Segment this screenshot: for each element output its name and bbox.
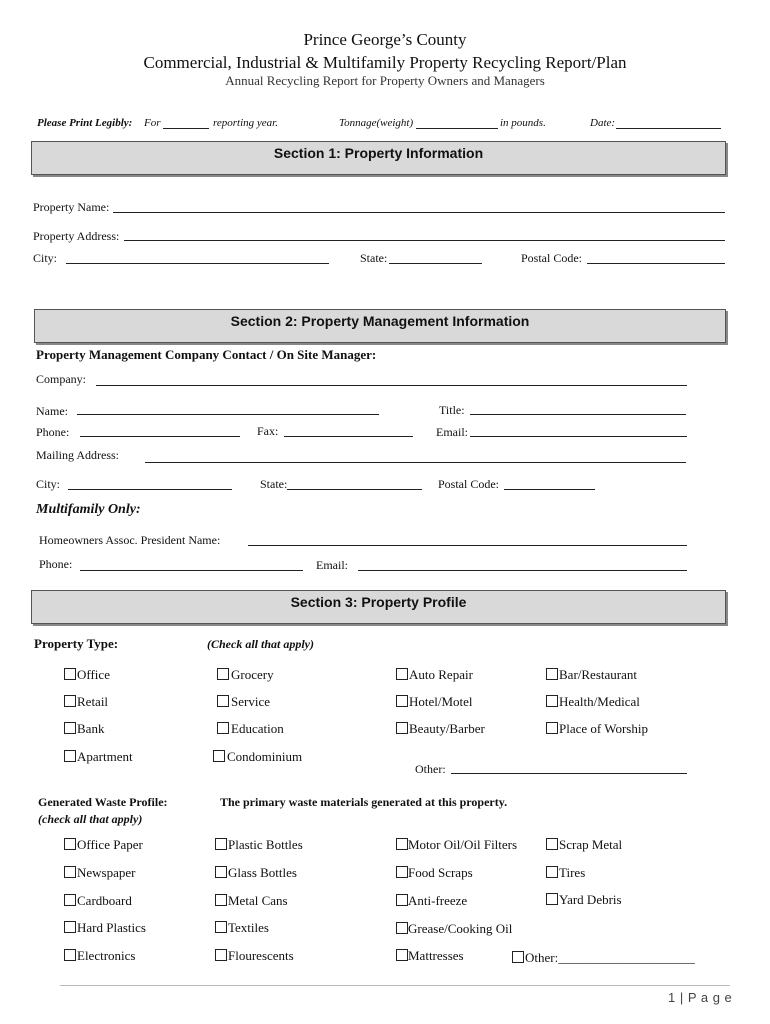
section3-header (31, 590, 726, 624)
company-field[interactable] (96, 385, 687, 386)
checkbox-yard-debris[interactable] (546, 893, 558, 905)
checkbox-waste-other[interactable] (512, 951, 524, 963)
mf-phone-field[interactable] (80, 570, 303, 571)
checkbox-education[interactable] (217, 722, 229, 734)
type-apartment-label: Apartment (77, 749, 133, 764)
other-type-label: Other: (415, 762, 446, 776)
mailing-address-label: Mailing Address: (36, 448, 119, 462)
waste-other-label: Other:_____________________ (525, 950, 695, 965)
type-bar-restaurant-label: Bar/Restaurant (559, 667, 637, 682)
checkbox-grocery[interactable] (217, 668, 229, 680)
checkbox-auto-repair[interactable] (396, 668, 408, 680)
multifamily-heading: Multifamily Only: (36, 502, 141, 517)
state-label: State: (360, 251, 388, 265)
email-label: Email: (436, 425, 468, 439)
type-education-label: Education (231, 721, 284, 736)
check-all-label: (Check all that apply) (207, 637, 314, 651)
city-field[interactable] (66, 263, 329, 264)
property-name-field[interactable] (113, 212, 725, 213)
phone-label: Phone: (36, 425, 70, 439)
checkbox-condominium[interactable] (213, 750, 225, 762)
section2-header (34, 309, 726, 343)
checkbox-apartment[interactable] (64, 750, 76, 762)
mailing-address-field[interactable] (145, 462, 686, 463)
postal-code-label: Postal Code: (521, 251, 583, 265)
waste-scrap-metal-label: Scrap Metal (559, 837, 623, 852)
page-subtitle: Annual Recycling Report for Property Owners and Managers (225, 73, 545, 88)
date-label: Date: (590, 117, 616, 129)
postal-code-field[interactable] (587, 263, 725, 264)
waste-hard-plastics-label: Hard Plastics (77, 920, 146, 935)
waste-description: The primary waste materials generated at this property. (220, 795, 508, 809)
type-condominium-label: Condominium (227, 749, 303, 764)
fax-label: Fax: (257, 424, 279, 438)
mf-email-field[interactable] (358, 570, 687, 571)
type-health-medical-label: Health/Medical (559, 694, 640, 709)
checkbox-service[interactable] (217, 695, 229, 707)
waste-plastic-bottles-label: Plastic Bottles (228, 837, 303, 852)
waste-grease-label: Grease/Cooking Oil (408, 921, 513, 936)
checkbox-metal-cans[interactable] (215, 894, 227, 906)
checkbox-textiles[interactable] (215, 921, 227, 933)
mgmt-postal-label: Postal Code: (438, 477, 500, 491)
waste-electronics-label: Electronics (77, 948, 136, 963)
title-label: Title: (439, 403, 465, 417)
checkbox-hard-plastics[interactable] (64, 921, 76, 933)
checkbox-office[interactable] (64, 668, 76, 680)
checkbox-scrap-metal[interactable] (546, 838, 558, 850)
contact-heading: Property Management Company Contact / On Site Manager: (36, 347, 377, 362)
mf-email-label: Email: (316, 558, 348, 572)
checkbox-anti-freeze[interactable] (396, 894, 408, 906)
checkbox-newspaper[interactable] (64, 866, 76, 878)
checkbox-mattresses[interactable] (396, 949, 408, 961)
name-field[interactable] (77, 414, 379, 415)
waste-newspaper-label: Newspaper (77, 865, 136, 880)
waste-glass-bottles-label: Glass Bottles (228, 865, 297, 880)
date-field[interactable] (616, 128, 721, 129)
tonnage-field[interactable] (416, 128, 498, 129)
page-title-county: Prince George’s County (303, 30, 467, 49)
mgmt-city-label: City: (36, 477, 61, 491)
property-name-label: Property Name: (33, 200, 110, 214)
state-field[interactable] (389, 263, 482, 264)
type-retail-label: Retail (77, 694, 109, 709)
checkbox-electronics[interactable] (64, 949, 76, 961)
type-place-of-worship-label: Place of Worship (559, 721, 648, 736)
waste-mattresses-label: Mattresses (408, 948, 464, 963)
checkbox-retail[interactable] (64, 695, 76, 707)
property-address-field[interactable] (124, 240, 725, 241)
property-address-label: Property Address: (33, 229, 120, 243)
in-pounds-label: in pounds. (500, 117, 546, 129)
hoa-president-label: Homeowners Assoc. President Name: (39, 533, 221, 547)
checkbox-cardboard[interactable] (64, 894, 76, 906)
mgmt-city-field[interactable] (68, 489, 232, 490)
email-field[interactable] (470, 436, 687, 437)
page-number: 1 | P a g e (668, 990, 733, 1005)
for-label: For (144, 117, 161, 129)
checkbox-plastic-bottles[interactable] (215, 838, 227, 850)
waste-textiles-label: Textiles (228, 920, 269, 935)
type-office-label: Office (77, 667, 110, 682)
waste-yard-debris-label: Yard Debris (559, 892, 622, 907)
reporting-year-label: reporting year. (213, 117, 278, 129)
waste-motor-oil-label: Motor Oil/Oil Filters (408, 837, 518, 852)
fax-field[interactable] (284, 436, 413, 437)
type-auto-repair-label: Auto Repair (409, 667, 473, 682)
reporting-year-field[interactable] (163, 128, 209, 129)
phone-field[interactable] (80, 436, 240, 437)
checkbox-bar-restaurant[interactable] (546, 668, 558, 680)
tonnage-label: Tonnage(weight) (339, 117, 414, 129)
company-label: Company: (36, 372, 86, 386)
hoa-president-field[interactable] (248, 545, 687, 546)
section1-header (31, 141, 726, 175)
waste-food-scraps-label: Food Scraps (408, 865, 473, 880)
checkbox-office-paper[interactable] (64, 838, 76, 850)
checkbox-place-of-worship[interactable] (546, 722, 558, 734)
footer-divider (60, 985, 730, 986)
checkbox-health-medical[interactable] (546, 695, 558, 707)
waste-metal-cans-label: Metal Cans (228, 893, 288, 908)
mgmt-state-field[interactable] (287, 489, 422, 490)
name-label: Name: (36, 404, 68, 418)
waste-cardboard-label: Cardboard (77, 893, 132, 908)
type-beauty-barber-label: Beauty/Barber (409, 721, 485, 736)
checkbox-food-scraps[interactable] (396, 866, 408, 878)
checkbox-glass-bottles[interactable] (215, 866, 227, 878)
other-type-field[interactable] (451, 773, 687, 774)
checkbox-flourescents[interactable] (215, 949, 227, 961)
waste-profile-label: Generated Waste Profile: (38, 795, 168, 809)
waste-flourescents-label: Flourescents (228, 948, 294, 963)
checkbox-motor-oil[interactable] (396, 838, 408, 850)
checkbox-hotel-motel[interactable] (396, 695, 408, 707)
mf-phone-label: Phone: (39, 557, 73, 571)
checkbox-tires[interactable] (546, 866, 558, 878)
mgmt-state-label: State: (260, 477, 288, 491)
checkbox-grease[interactable] (396, 922, 408, 934)
type-grocery-label: Grocery (231, 667, 274, 682)
please-print-label: Please Print Legibly: (37, 117, 133, 129)
type-bank-label: Bank (77, 721, 105, 736)
checkbox-bank[interactable] (64, 722, 76, 734)
page-title-report: Commercial, Industrial & Multifamily Property Recycling Report/Plan (143, 53, 627, 72)
waste-office-paper-label: Office Paper (77, 837, 143, 852)
section3-title: Section 3: Property Profile (290, 594, 467, 610)
mgmt-postal-field[interactable] (504, 489, 595, 490)
property-type-label: Property Type: (34, 636, 119, 651)
waste-tires-label: Tires (559, 865, 586, 880)
section1-title: Section 1: Property Information (273, 145, 484, 161)
waste-check-all-label: (check all that apply) (38, 812, 143, 826)
city-label: City: (33, 251, 58, 265)
waste-anti-freeze-label: Anti-freeze (408, 893, 468, 908)
checkbox-beauty-barber[interactable] (396, 722, 408, 734)
section2-title: Section 2: Property Management Information (230, 313, 530, 329)
type-service-label: Service (231, 694, 270, 709)
title-field[interactable] (470, 414, 686, 415)
type-hotel-motel-label: Hotel/Motel (409, 694, 473, 709)
